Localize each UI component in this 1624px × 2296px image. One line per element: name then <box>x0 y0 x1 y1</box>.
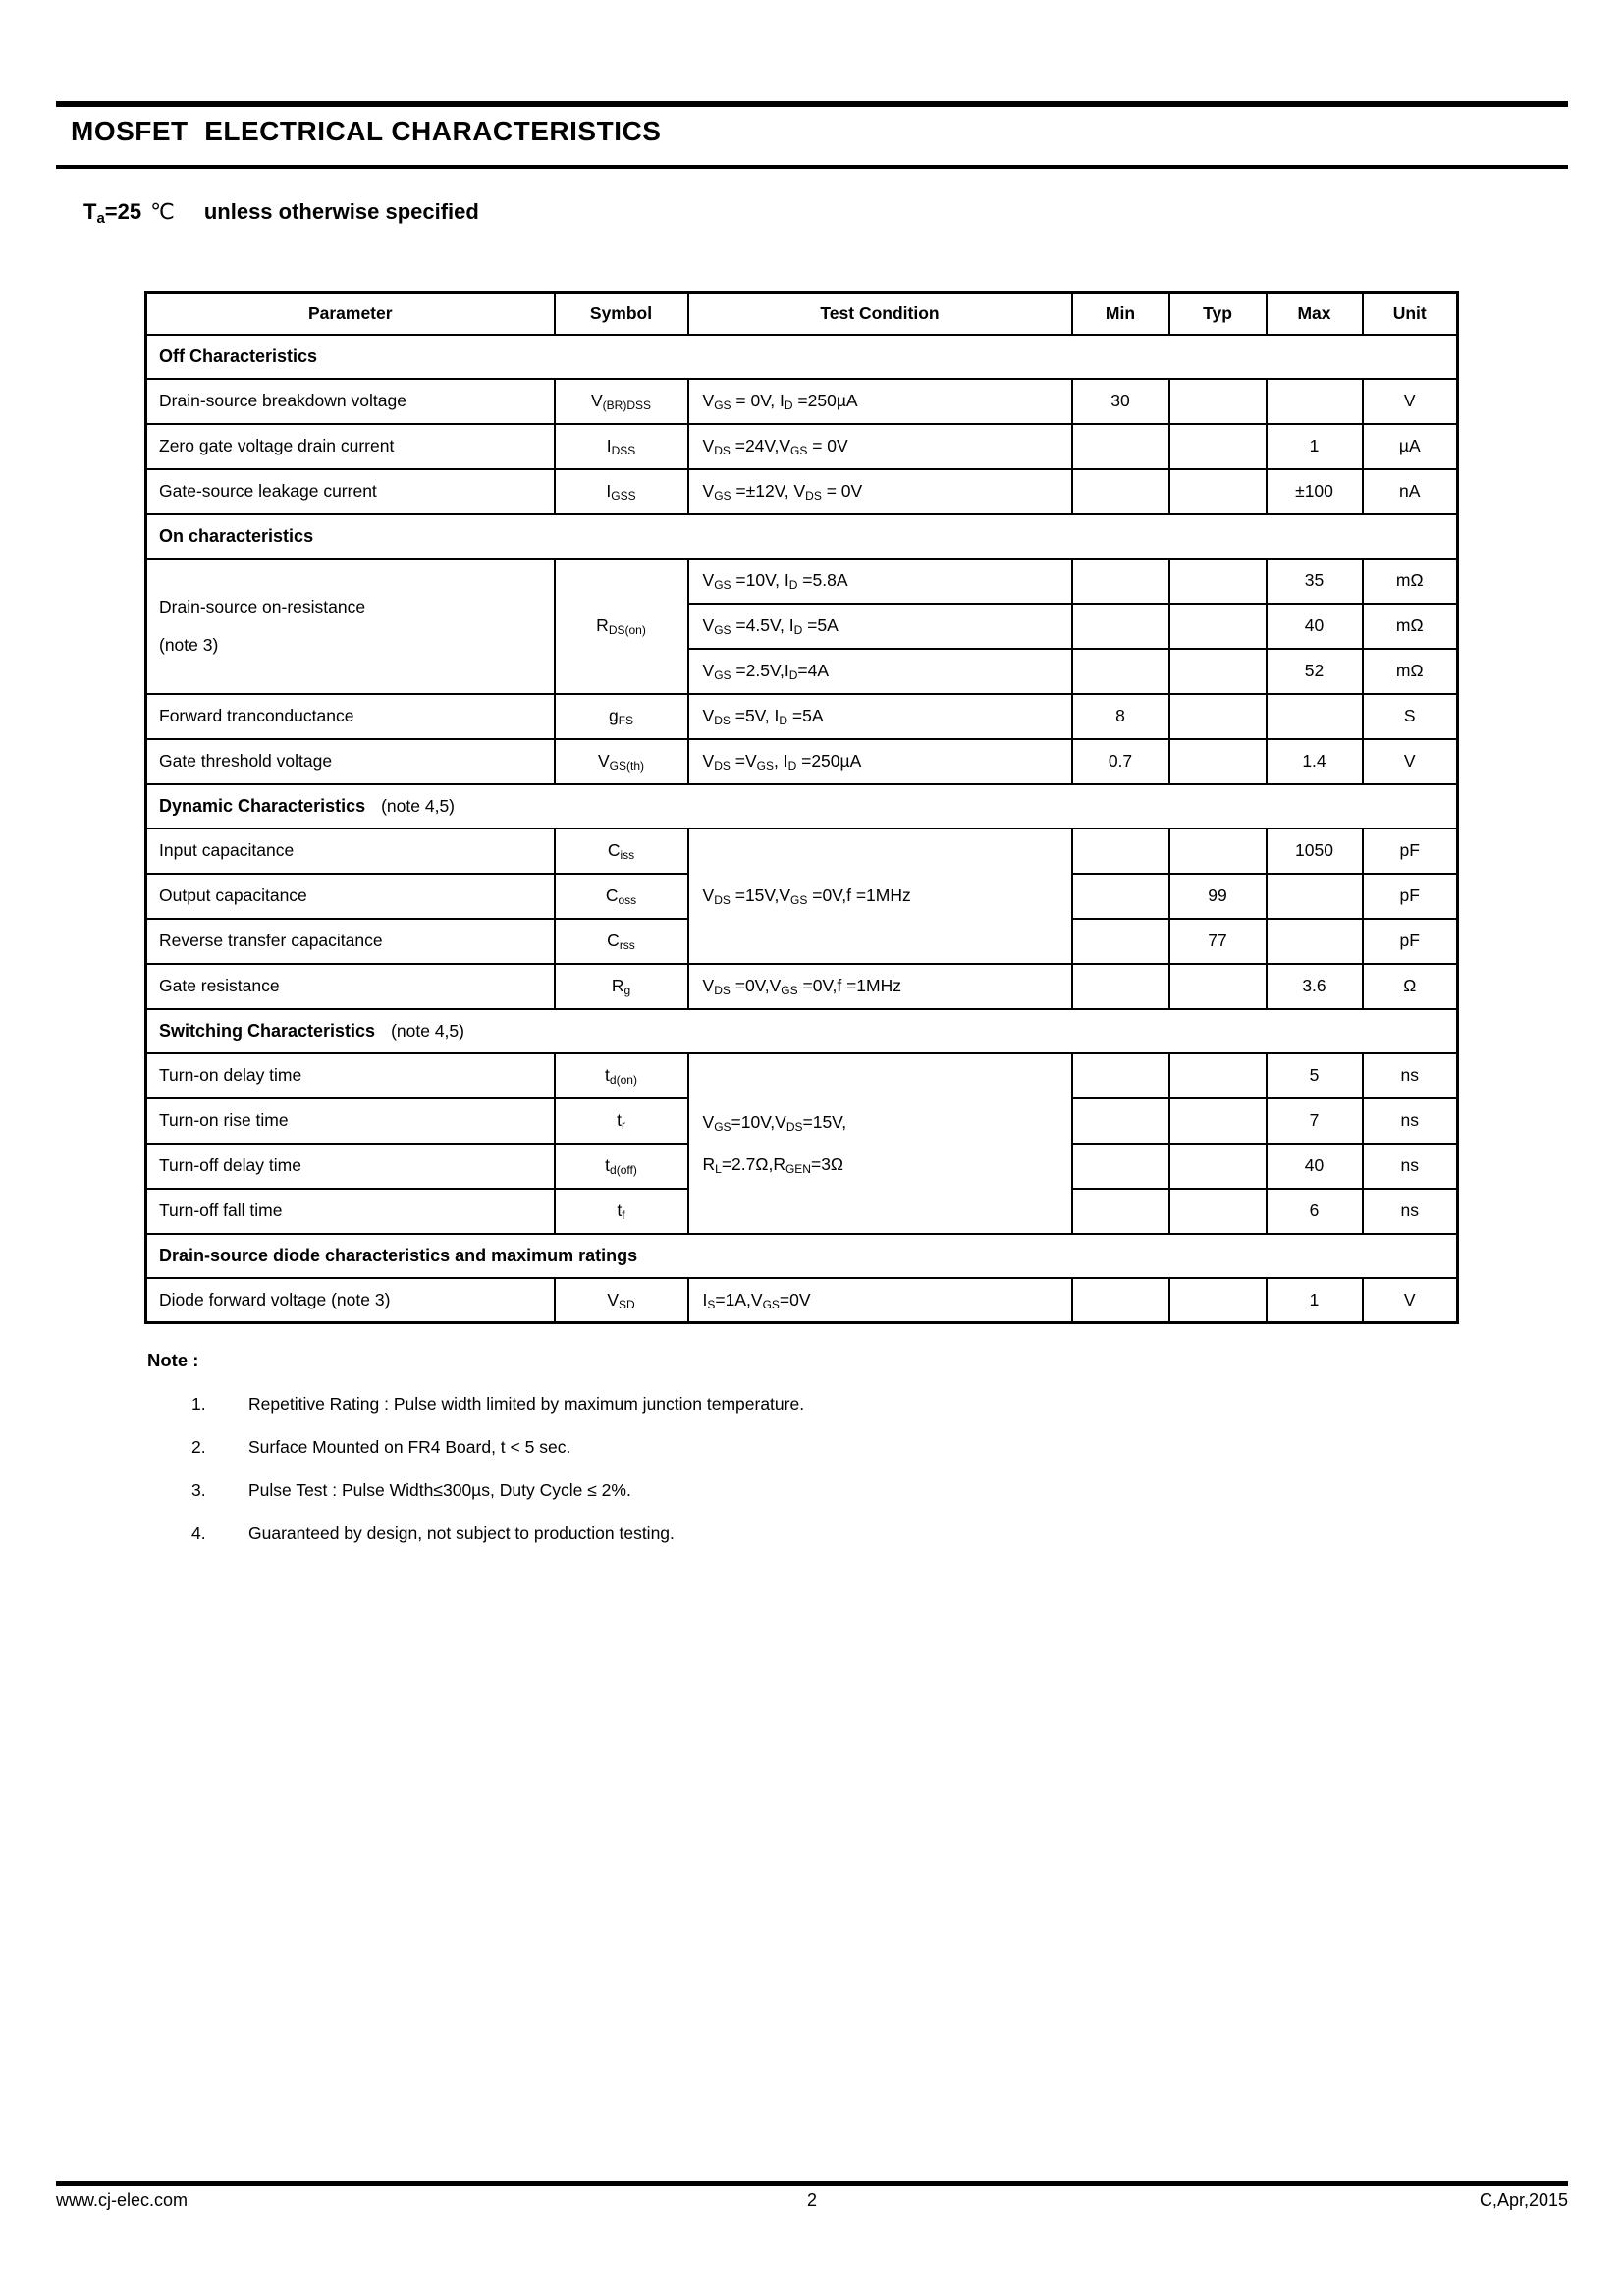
typ-cell <box>1169 424 1267 469</box>
section-note: (note 4,5) <box>381 795 456 816</box>
table-row <box>146 1278 1458 1323</box>
section-title: On characteristics <box>159 525 314 546</box>
symbol-cell: $I_{DSS}$ <box>555 424 688 469</box>
section-row-on-characteristics <box>146 514 1458 559</box>
col-header-symbol: Symbol <box>555 293 688 335</box>
symbol-cell: $t_r$ <box>555 1098 688 1144</box>
table-row <box>146 379 1458 424</box>
unit-cell: ns <box>1363 1144 1458 1189</box>
table-row <box>146 469 1458 514</box>
typ-cell: 77 <box>1169 919 1267 964</box>
max-cell: 5 <box>1267 1053 1363 1098</box>
temperature-value: $T_a=25$ <box>83 199 142 227</box>
header-rule-bottom <box>56 165 1568 169</box>
symbol-cell: $V_{SD}$ <box>555 1278 688 1323</box>
notes-label: Note : <box>147 1350 199 1370</box>
typ-cell: 99 <box>1169 874 1267 919</box>
condition-cell: $V_{DS} =0V,V_{GS} =0V,f =1MHz$ <box>688 964 1072 1009</box>
section-title: Switching Characteristics <box>159 1020 376 1041</box>
note-text: Pulse Test : Pulse Width≤300µs, Duty Cycle ≤ 2%. <box>248 1480 631 1500</box>
section-title: Drain-source diode characteristics and maximum ratings <box>159 1245 638 1265</box>
temperature-condition <box>83 199 479 225</box>
unit-cell: ns <box>1363 1053 1458 1098</box>
condition-cell: $V_{DS} =5V$, $I_D =5A$ <box>688 694 1072 739</box>
param-cell: Turn-on rise time <box>146 1098 555 1144</box>
min-cell <box>1072 1189 1169 1234</box>
condition-cell: $V_{GS} =\pm 12V$, $V_{DS} = 0V$ <box>688 469 1072 514</box>
symbol-cell: $t_{d(on)}$ <box>555 1053 688 1098</box>
condition-line-2: $R_L=2.7\Omega,R_{GEN}=3\Omega$ <box>702 1153 844 1176</box>
table-row <box>146 739 1458 784</box>
unit-cell: µA <box>1363 424 1458 469</box>
section-row-switching-characteristics <box>146 1009 1458 1053</box>
section-row-off-characteristics <box>146 335 1458 379</box>
param-cell: Zero gate voltage drain current <box>146 424 555 469</box>
param-cell: Turn-off fall time <box>146 1189 555 1234</box>
page-title: MOSFET ELECTRICAL CHARACTERISTICS <box>71 116 662 146</box>
min-cell <box>1072 424 1169 469</box>
col-header-max: Max <box>1267 293 1363 335</box>
max-cell <box>1267 379 1363 424</box>
param-cell: Forward tranconductance <box>146 694 555 739</box>
max-cell <box>1267 919 1363 964</box>
max-cell: 35 <box>1267 559 1363 604</box>
typ-cell <box>1169 1144 1267 1189</box>
min-cell <box>1072 604 1169 649</box>
min-cell <box>1072 1278 1169 1323</box>
unit-cell: mΩ <box>1363 604 1458 649</box>
param-cell: Gate resistance <box>146 964 555 1009</box>
max-cell: ±100 <box>1267 469 1363 514</box>
typ-cell <box>1169 1278 1267 1323</box>
min-cell <box>1072 919 1169 964</box>
note-number: 1. <box>191 1394 206 1414</box>
note-item <box>147 1480 1326 1501</box>
typ-cell <box>1169 964 1267 1009</box>
param-cell: Gate-source leakage current <box>146 469 555 514</box>
symbol-cell: $R_{DS(on)}$ <box>555 559 688 694</box>
param-cell: Reverse transfer capacitance <box>146 919 555 964</box>
col-header-typ: Typ <box>1169 293 1267 335</box>
min-cell <box>1072 559 1169 604</box>
table-header-row <box>146 293 1458 335</box>
symbol-cell: $V_{GS(th)}$ <box>555 739 688 784</box>
symbol-cell: $I_{GSS}$ <box>555 469 688 514</box>
unit-cell: pF <box>1363 828 1458 874</box>
table-row <box>146 964 1458 1009</box>
footer-revision-date: C,Apr,2015 <box>1479 2190 1568 2210</box>
condition-cell: $V_{DS} =V_{GS}$, $I_D =250\mu A$ <box>688 739 1072 784</box>
param-cell: Gate threshold voltage <box>146 739 555 784</box>
typ-cell <box>1169 649 1267 694</box>
param-cell: Turn-off delay time <box>146 1144 555 1189</box>
note-number: 4. <box>191 1523 206 1543</box>
unit-cell: ns <box>1363 1189 1458 1234</box>
typ-cell <box>1169 604 1267 649</box>
max-cell: 7 <box>1267 1098 1363 1144</box>
note-number: 2. <box>191 1437 206 1457</box>
typ-cell <box>1169 1189 1267 1234</box>
typ-cell <box>1169 379 1267 424</box>
symbol-cell: $C_{iss}$ <box>555 828 688 874</box>
condition-line-1: $V_{GS}=10V,V_{DS}=15V$, <box>702 1111 847 1134</box>
symbol-cell: $C_{oss}$ <box>555 874 688 919</box>
typ-cell <box>1169 739 1267 784</box>
unit-cell: mΩ <box>1363 649 1458 694</box>
typ-cell <box>1169 1098 1267 1144</box>
max-cell: 1050 <box>1267 828 1363 874</box>
footer-page-number: 2 <box>806 2190 817 2210</box>
note-number: 3. <box>191 1480 206 1500</box>
note-item <box>147 1394 1326 1415</box>
symbol-cell: $R_g$ <box>555 964 688 1009</box>
section-title: Dynamic Characteristics <box>159 795 366 816</box>
min-cell <box>1072 828 1169 874</box>
unit-cell: pF <box>1363 919 1458 964</box>
unit-cell: ns <box>1363 1098 1458 1144</box>
symbol-cell: $V_{(BR)DSS}$ <box>555 379 688 424</box>
param-line-2: (note 3) <box>159 634 219 655</box>
min-cell <box>1072 1098 1169 1144</box>
table-row <box>146 559 1458 604</box>
note-text: Repetitive Rating : Pulse width limited by maximum junction temperature. <box>248 1394 805 1414</box>
min-cell: 8 <box>1072 694 1169 739</box>
note-text: Surface Mounted on FR4 Board, t < 5 sec. <box>248 1437 571 1457</box>
unit-cell: S <box>1363 694 1458 739</box>
max-cell: 40 <box>1267 604 1363 649</box>
symbol-cell: $t_{d(off)}$ <box>555 1144 688 1189</box>
note-item <box>147 1523 1326 1544</box>
footer-website: www.cj-elec.com <box>56 2190 189 2210</box>
section-title: Off Characteristics <box>159 346 318 366</box>
param-line-1: Drain-source on-resistance <box>159 596 366 616</box>
unit-cell: V <box>1363 1278 1458 1323</box>
typ-cell <box>1169 469 1267 514</box>
unit-cell: V <box>1363 739 1458 784</box>
unit-cell: mΩ <box>1363 559 1458 604</box>
min-cell: 30 <box>1072 379 1169 424</box>
col-header-parameter: Parameter <box>146 293 555 335</box>
param-cell: Turn-on delay time <box>146 1053 555 1098</box>
unit-cell: Ω <box>1363 964 1458 1009</box>
note-text: Guaranteed by design, not subject to production testing. <box>248 1523 675 1543</box>
min-cell <box>1072 649 1169 694</box>
col-header-test-condition: Test Condition <box>688 293 1072 335</box>
col-header-unit: Unit <box>1363 293 1458 335</box>
table-row <box>146 694 1458 739</box>
typ-cell <box>1169 828 1267 874</box>
header-rule-top <box>56 101 1568 107</box>
param-cell: Output capacitance <box>146 874 555 919</box>
section-row-diode-characteristics <box>146 1234 1458 1278</box>
param-cell: Input capacitance <box>146 828 555 874</box>
symbol-cell: $C_{rss}$ <box>555 919 688 964</box>
table-row <box>146 424 1458 469</box>
condition-cell: $V_{GS} = 0V$, $I_D =250\mu A$ <box>688 379 1072 424</box>
condition-cell: $V_{GS} =10V$, $I_D =5.8A$ <box>688 559 1072 604</box>
unit-cell: pF <box>1363 874 1458 919</box>
max-cell <box>1267 694 1363 739</box>
table-row <box>146 1053 1458 1098</box>
min-cell <box>1072 1053 1169 1098</box>
degree-celsius-symbol: ℃ <box>150 199 175 224</box>
section-row-dynamic-characteristics <box>146 784 1458 828</box>
unit-cell: nA <box>1363 469 1458 514</box>
max-cell: 1 <box>1267 424 1363 469</box>
col-header-min: Min <box>1072 293 1169 335</box>
min-cell <box>1072 964 1169 1009</box>
unit-cell: V <box>1363 379 1458 424</box>
condition-cell-shared: $V_{DS} =15V,V_{GS} =0V,f =1MHz$ <box>688 828 1072 964</box>
condition-cell-shared <box>688 1053 1072 1234</box>
min-cell <box>1072 469 1169 514</box>
max-cell: 6 <box>1267 1189 1363 1234</box>
footer-rule <box>56 2181 1568 2186</box>
symbol-cell: $t_f$ <box>555 1189 688 1234</box>
section-note: (note 4,5) <box>391 1020 464 1041</box>
condition-suffix: unless otherwise specified <box>203 199 479 224</box>
typ-cell <box>1169 559 1267 604</box>
condition-cell: $V_{GS} =2.5V,I_D=4A$ <box>688 649 1072 694</box>
param-cell: Drain-source breakdown voltage <box>146 379 555 424</box>
table-row <box>146 828 1458 874</box>
typ-cell <box>1169 1053 1267 1098</box>
param-cell: Diode forward voltage (note 3) <box>146 1278 555 1323</box>
min-cell <box>1072 874 1169 919</box>
max-cell: 52 <box>1267 649 1363 694</box>
param-cell <box>146 559 555 694</box>
max-cell <box>1267 874 1363 919</box>
min-cell <box>1072 1144 1169 1189</box>
characteristics-table <box>144 291 1459 1324</box>
condition-cell: $V_{GS} =4.5V$, $I_D =5A$ <box>688 604 1072 649</box>
condition-cell: $V_{DS} =24V,V_{GS} = 0V$ <box>688 424 1072 469</box>
notes-section <box>147 1350 1326 1544</box>
condition-cell: $I_S=1A,V_{GS}=0V$ <box>688 1278 1072 1323</box>
max-cell: 3.6 <box>1267 964 1363 1009</box>
note-item <box>147 1437 1326 1458</box>
max-cell: 1.4 <box>1267 739 1363 784</box>
symbol-cell: $g_{FS}$ <box>555 694 688 739</box>
typ-cell <box>1169 694 1267 739</box>
max-cell: 40 <box>1267 1144 1363 1189</box>
min-cell: 0.7 <box>1072 739 1169 784</box>
max-cell: 1 <box>1267 1278 1363 1323</box>
